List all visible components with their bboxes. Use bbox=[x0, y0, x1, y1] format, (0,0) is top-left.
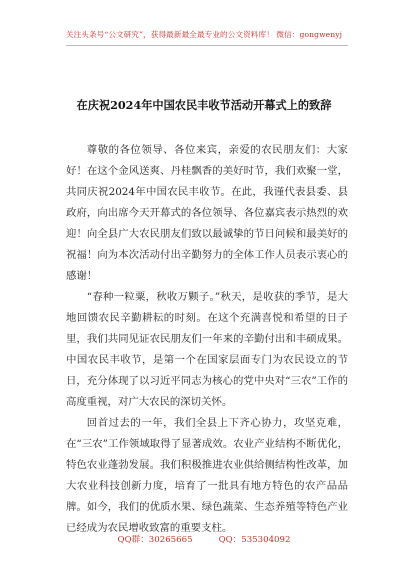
paragraph-harvest: “春种一粒粟，秋收万颗子。”秋天，是收获的季节，是大地回馈农民辛勤耕耘的时刻。在这个充满喜悦和希望的日子里，我们共同见证农民朋友们一年来的辛勤付出和丰硕成果。中国农民丰收节，是第一个在国家层面专门为农民设立的节日，充分体现了以习近平同志为核心的党中央对“三农”工作的高度重视，对广大农民的深切关怀。 bbox=[66, 291, 348, 408]
document-body bbox=[66, 140, 348, 539]
paragraph-review: 回首过去的一年，我们全县上下齐心协力，攻坚克难，在“三农”工作领域取得了显著成效。农业产业结构不断优化，特色农业蓬勃发展。我们积极推进农业供给侧结构性改革，加大农业科技创新力度，培育了一批具有地方特色的农产品品牌。如今，我们的优质水果、绿色蔬菜、生态养殖等特色产业已经成为农民增收致富的重要支柱。 bbox=[66, 417, 348, 534]
footer-contact bbox=[0, 533, 408, 545]
paragraph-greeting: 尊敬的各位领导、各位来宾，亲爱的农民朋友们：大家好！在这个金风送爽、丹桂飘香的美好时节，我们欢聚一堂，共同庆祝2024年中国农民丰收节。在此，我谨代表县委、县政府，向出席今天开幕式的各位领导、各位嘉宾表示热烈的欢迎！向全县广大农民朋友们致以最诚挚的节日问候和最美好的祝福！向为本次活动付出辛勤努力的全体工作人员表示衷心的感谢！ bbox=[66, 144, 348, 282]
footer-qq-group: QQ群：30265665 bbox=[117, 535, 193, 545]
footer-qq-number: QQ：535304092 bbox=[218, 535, 291, 545]
document-title: 在庆祝2024年中国农民丰收节活动开幕式上的致辞 bbox=[76, 98, 332, 112]
header-divider bbox=[66, 45, 348, 46]
header-promo-text: 关注头条号“公文研究”，获得最新最全最专业的公文资料库！ 微信：gongwenyj bbox=[65, 30, 343, 39]
